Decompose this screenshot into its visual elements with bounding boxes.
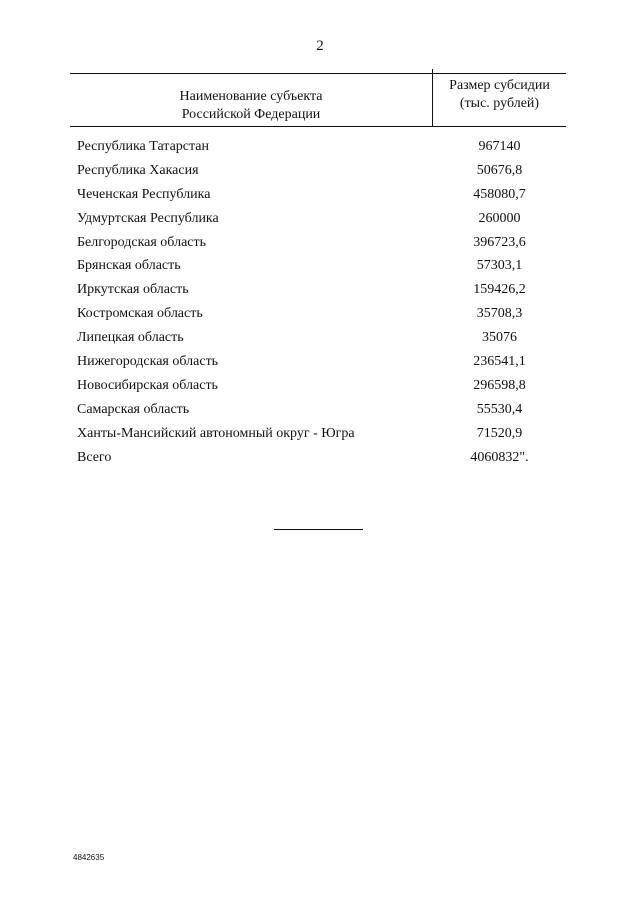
table-row bbox=[70, 161, 566, 185]
subsidy-value: 967140 bbox=[478, 139, 521, 154]
table-row-total bbox=[70, 448, 566, 472]
page-number: 2 bbox=[316, 38, 324, 54]
subject-name: Иркутская область bbox=[77, 282, 189, 298]
header-subject-line2: Российской Федерации bbox=[181, 107, 321, 122]
subsidy-value: 35708,3 bbox=[476, 306, 523, 322]
subsidy-value: 57303,1 bbox=[476, 258, 523, 274]
subject-name: Ханты-Мансийский автономный округ - Югра bbox=[77, 425, 355, 441]
subsidy-value: 396723,6 bbox=[473, 234, 526, 250]
subject-name: Белгородская область bbox=[77, 234, 207, 250]
subsidy-value: 296598,8 bbox=[473, 377, 526, 393]
subsidy-value: 236541,1 bbox=[473, 354, 526, 370]
subsidy-value: 55530,4 bbox=[476, 401, 523, 417]
subject-name: Нижегородская область bbox=[77, 354, 219, 370]
subsidy-value: 35076 bbox=[482, 330, 517, 346]
subject-name: Самарская область bbox=[77, 401, 190, 417]
header-subject-line1: Наименование субъекта bbox=[179, 89, 323, 104]
table-row bbox=[70, 233, 566, 257]
table-row bbox=[70, 209, 566, 233]
header-amount-line2: (тыс. рублей) bbox=[459, 96, 540, 111]
table-row bbox=[70, 424, 566, 448]
table-row bbox=[70, 256, 566, 280]
subject-name: Республика Татарстан bbox=[77, 139, 210, 154]
end-of-document-rule bbox=[274, 529, 363, 530]
subject-name: Республика Хакасия bbox=[77, 162, 199, 178]
header-subject-name bbox=[70, 88, 432, 124]
table-row bbox=[70, 376, 566, 400]
table-row bbox=[70, 328, 566, 352]
subsidy-value: 50676,8 bbox=[476, 162, 523, 178]
subsidy-value: 71520,9 bbox=[476, 425, 523, 441]
table-row bbox=[70, 352, 566, 376]
table-body bbox=[70, 137, 566, 471]
table-row bbox=[70, 400, 566, 424]
subject-name: Чеченская Республика bbox=[77, 186, 211, 202]
table-header bbox=[70, 74, 566, 127]
total-label: Всего bbox=[77, 449, 112, 465]
table-row bbox=[70, 137, 566, 161]
subject-name: Брянская область bbox=[77, 258, 181, 274]
subsidy-table bbox=[70, 73, 566, 465]
table-row bbox=[70, 185, 566, 209]
total-value: 4060832". bbox=[470, 449, 529, 465]
table-row bbox=[70, 304, 566, 328]
subsidy-value: 159426,2 bbox=[473, 282, 526, 298]
header-amount-line1: Размер субсидии bbox=[449, 78, 550, 93]
subsidy-value: 458080,7 bbox=[473, 186, 526, 202]
subject-name: Удмуртская Республика bbox=[77, 210, 219, 226]
table-row bbox=[70, 280, 566, 304]
subject-name: Липецкая область bbox=[77, 330, 184, 346]
document-code: 4842635 bbox=[73, 853, 105, 862]
subsidy-value: 260000 bbox=[478, 210, 521, 226]
subject-name: Костромская область bbox=[77, 306, 203, 322]
subject-name: Новосибирская область bbox=[77, 377, 218, 393]
header-subsidy-amount bbox=[433, 77, 566, 113]
